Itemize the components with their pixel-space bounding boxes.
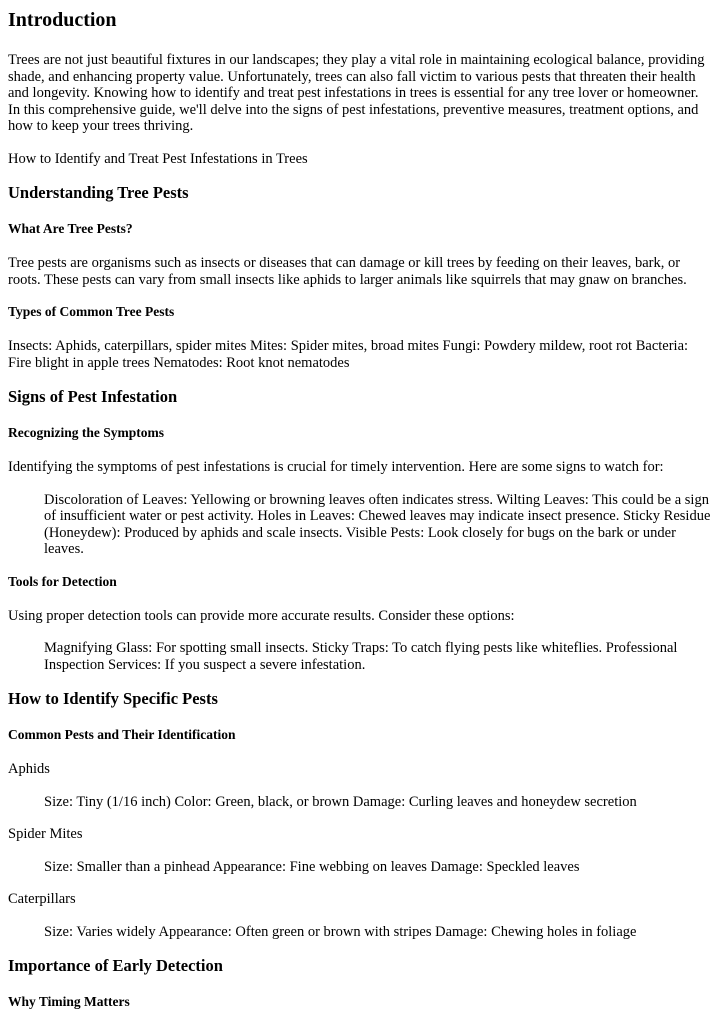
signs-heading: Signs of Pest Infestation	[8, 387, 178, 406]
what-are-pests-heading: What Are Tree Pests?	[8, 221, 133, 236]
pest-name: Aphids	[8, 761, 50, 777]
symptoms-list: Discoloration of Leaves: Yellowing or browning leaves often indicates stress. Wilting Leaves: This could be a sign of insufficient water or pest activity. Holes in Leaves: Chewed leaves may indicate insect presence. Sticky Residue (Honeydew): Produced by aphids and scale insects. Visible Pests: Look closely for bugs on the bark or under leaves.	[44, 491, 711, 557]
intro-heading: Introduction	[8, 9, 117, 31]
recognizing-paragraph: Identifying the symptoms of pest infestations is crucial for timely intervention. Here are some signs to watch for:	[8, 459, 664, 475]
pest-name: Caterpillars	[8, 891, 76, 907]
tools-paragraph: Using proper detection tools can provide more accurate results. Consider these options:	[8, 607, 515, 624]
timing-heading: Why Timing Matters	[8, 994, 130, 1009]
types-heading: Types of Common Tree Pests	[8, 304, 175, 319]
tools-heading: Tools for Detection	[8, 573, 117, 589]
early-detection-heading: Importance of Early Detection	[8, 956, 223, 975]
recognizing-heading: Recognizing the Symptoms	[8, 425, 164, 440]
pest-name: Spider Mites	[8, 826, 83, 842]
pest-details: Size: Tiny (1/16 inch) Color: Green, black, or brown Damage: Curling leaves and honeydew secretion	[44, 793, 637, 810]
identify-heading: How to Identify Specific Pests	[8, 689, 218, 708]
article	[0, 8, 714, 1010]
what-are-pests-paragraph: Tree pests are organisms such as insects or diseases that can damage or kill trees by feeding on their leaves, bark, or roots. These pests can vary from small insects like aphids to larger animals like squirrels that may gnaw on branches.	[8, 255, 687, 288]
types-paragraph: Insects: Aphids, caterpillars, spider mites Mites: Spider mites, broad mites Fungi: Powdery mildew, root rot Bacteria: Fire blight in apple trees Nematodes: Root knot nematodes	[8, 338, 689, 371]
understanding-heading: Understanding Tree Pests	[8, 183, 189, 202]
pest-details: Size: Varies widely Appearance: Often green or brown with stripes Damage: Chewing holes in foliage	[44, 923, 637, 940]
intro-paragraph: Trees are not just beautiful fixtures in our landscapes; they play a vital role in maintaining ecological balance, providing shade, and enhancing property value. Unfortunately, trees can also fall victim to various pests that threaten their health and longevity. Knowing how to identify and treat pest infestations in trees is essential for any tree lover or homeowner. In this comprehensive guide, we'll delve into the signs of pest infestations, preventive measures, treatment options, and how to keep your trees thriving.	[8, 52, 705, 134]
pest-details: Size: Smaller than a pinhead Appearance: Fine webbing on leaves Damage: Speckled leaves	[44, 858, 580, 875]
article-title-text: How to Identify and Treat Pest Infestations in Trees	[8, 150, 308, 167]
tools-list: Magnifying Glass: For spotting small insects. Sticky Traps: To catch flying pests like whiteflies. Professional Inspection Services: If you suspect a severe infestation.	[44, 640, 678, 673]
common-pests-heading: Common Pests and Their Identification	[8, 727, 236, 742]
